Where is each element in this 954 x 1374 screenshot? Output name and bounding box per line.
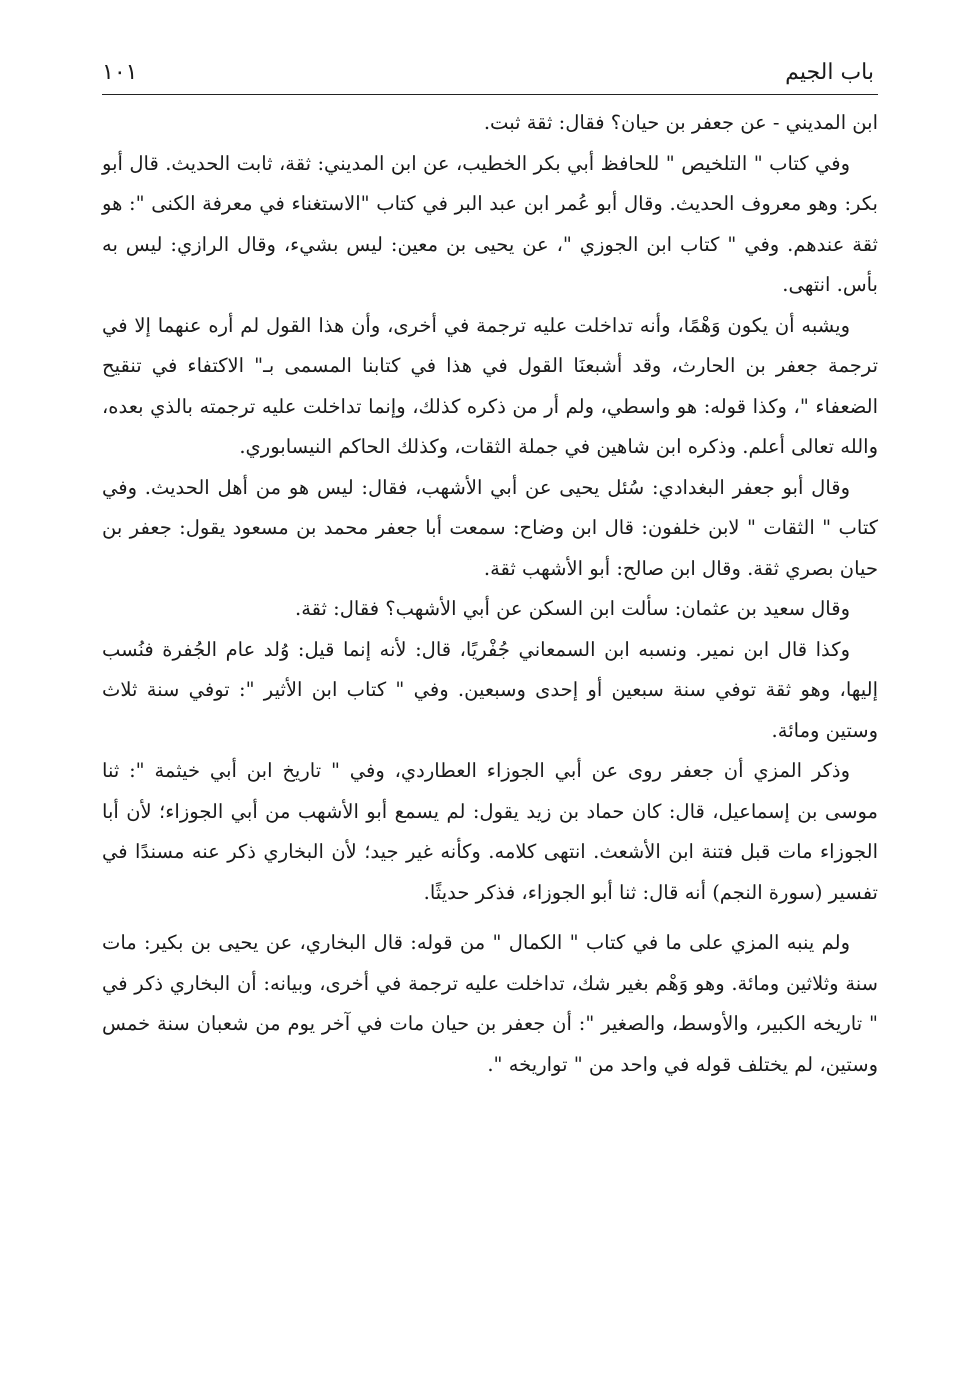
running-header	[102, 58, 878, 95]
page-number: ١٠١	[102, 60, 138, 85]
chapter-title: باب الجيم	[785, 60, 874, 85]
paragraph-3: ويشبه أن يكون وَهْمًا، وأنه تداخلت عليه ترجمة في أخرى، وأن هذا القول لم أره عنهما إلا في ترجمة جعفر بن الحارث، وقد أشبعنَا القول في هذا في كتابنا المسمى بـ" الاكتفاء في تنقيح الضعفاء "، وكذا قوله: هو واسطي، ولم أر من ذكره كذلك، وإنما تداخلت عليه ترجمته بالذي بعده، والله تعالى أعلم. وذكره ابن شاهين في جملة الثقات، وكذلك الحاكم النيسابوري.	[102, 313, 878, 458]
paragraph-1: ابن المديني - عن جعفر بن حيان؟ فقال: ثقة ثبت.	[483, 111, 878, 134]
paragraph-2: وفي كتاب " التلخيص " للحافظ أبي بكر الخطيب، عن ابن المديني: ثقة، ثابت الحديث. قال أبو بكر: وهو معروف الحديث. وقال أبو عُمر ابن عبد البر في كتاب "الاستغناء في معرفة الكنى ": هو ثقة عندهم. وفي " كتاب ابن الجوزي "، عن يحيى بن معين: ليس بشيء، وقال الرازي: ليس به بأس. انتهى.	[102, 151, 878, 296]
paragraph-7: وذكر المزي أن جعفر روى عن أبي الجوزاء العطاردي، وفي " تاريخ ابن أبي خيثمة ": ثنا موسى بن إسماعيل، قال: كان حماد بن زيد يقول: لم يسمع أبو الأشهب من أبي الجوزاء؛ لأن أبا الجوزاء مات قبل فتنة ابن الأشعث. انتهى كلامه. وكأنه غير جيد؛ لأن البخاري ذكر عنه مسندًا في تفسير (سورة النجم) أنه قال: ثنا أبو الجوزاء، فذكر حديثًا.	[102, 759, 878, 904]
paragraph-8: ولم ينبه المزي على ما في كتاب " الكمال " من قوله: قال البخاري، عن يحيى بن بكير: مات سنة وثلاثين ومائة. وهو وَهْم بغير شك، تداخلت عليه ترجمة في أخرى، وبيانه: أن البخاري ذكر في " تاريخه الكبير، والأوسط، والصغير ": أن جعفر بن حيان مات في آخر يوم من شعبان سنة خمس وستين، لم يختلف قوله في واحد من " تواريخه ".	[102, 931, 878, 1076]
body-text	[102, 103, 878, 1085]
paragraph-4: وقال أبو جعفر البغدادي: سُئل يحيى عن أبي الأشهب، فقال: ليس هو من أهل الحديث. وفي كتاب " الثقات " لابن خلفون: قال ابن وضاح: سمعت أبا جعفر محمد بن مسعود يقول: جعفر بن حيان بصري ثقة. وقال ابن صالح: أبو الأشهب ثقة.	[102, 475, 878, 580]
paragraph-5: وقال سعيد بن عثمان: سألت ابن السكن عن أبي الأشهب؟ فقال: ثقة.	[295, 597, 850, 620]
paragraph-6: وكذا قال ابن نمير. ونسبه ابن السمعاني جُفْريًا، قال: لأنه إنما قيل: وُلد عام الجُفرة فنُسب إليها، وهو ثقة توفي سنة سبعين أو إحدى وسبعين. وفي " كتاب ابن الأثير ": توفي سنة ثلاث وستين ومائة.	[102, 637, 878, 742]
